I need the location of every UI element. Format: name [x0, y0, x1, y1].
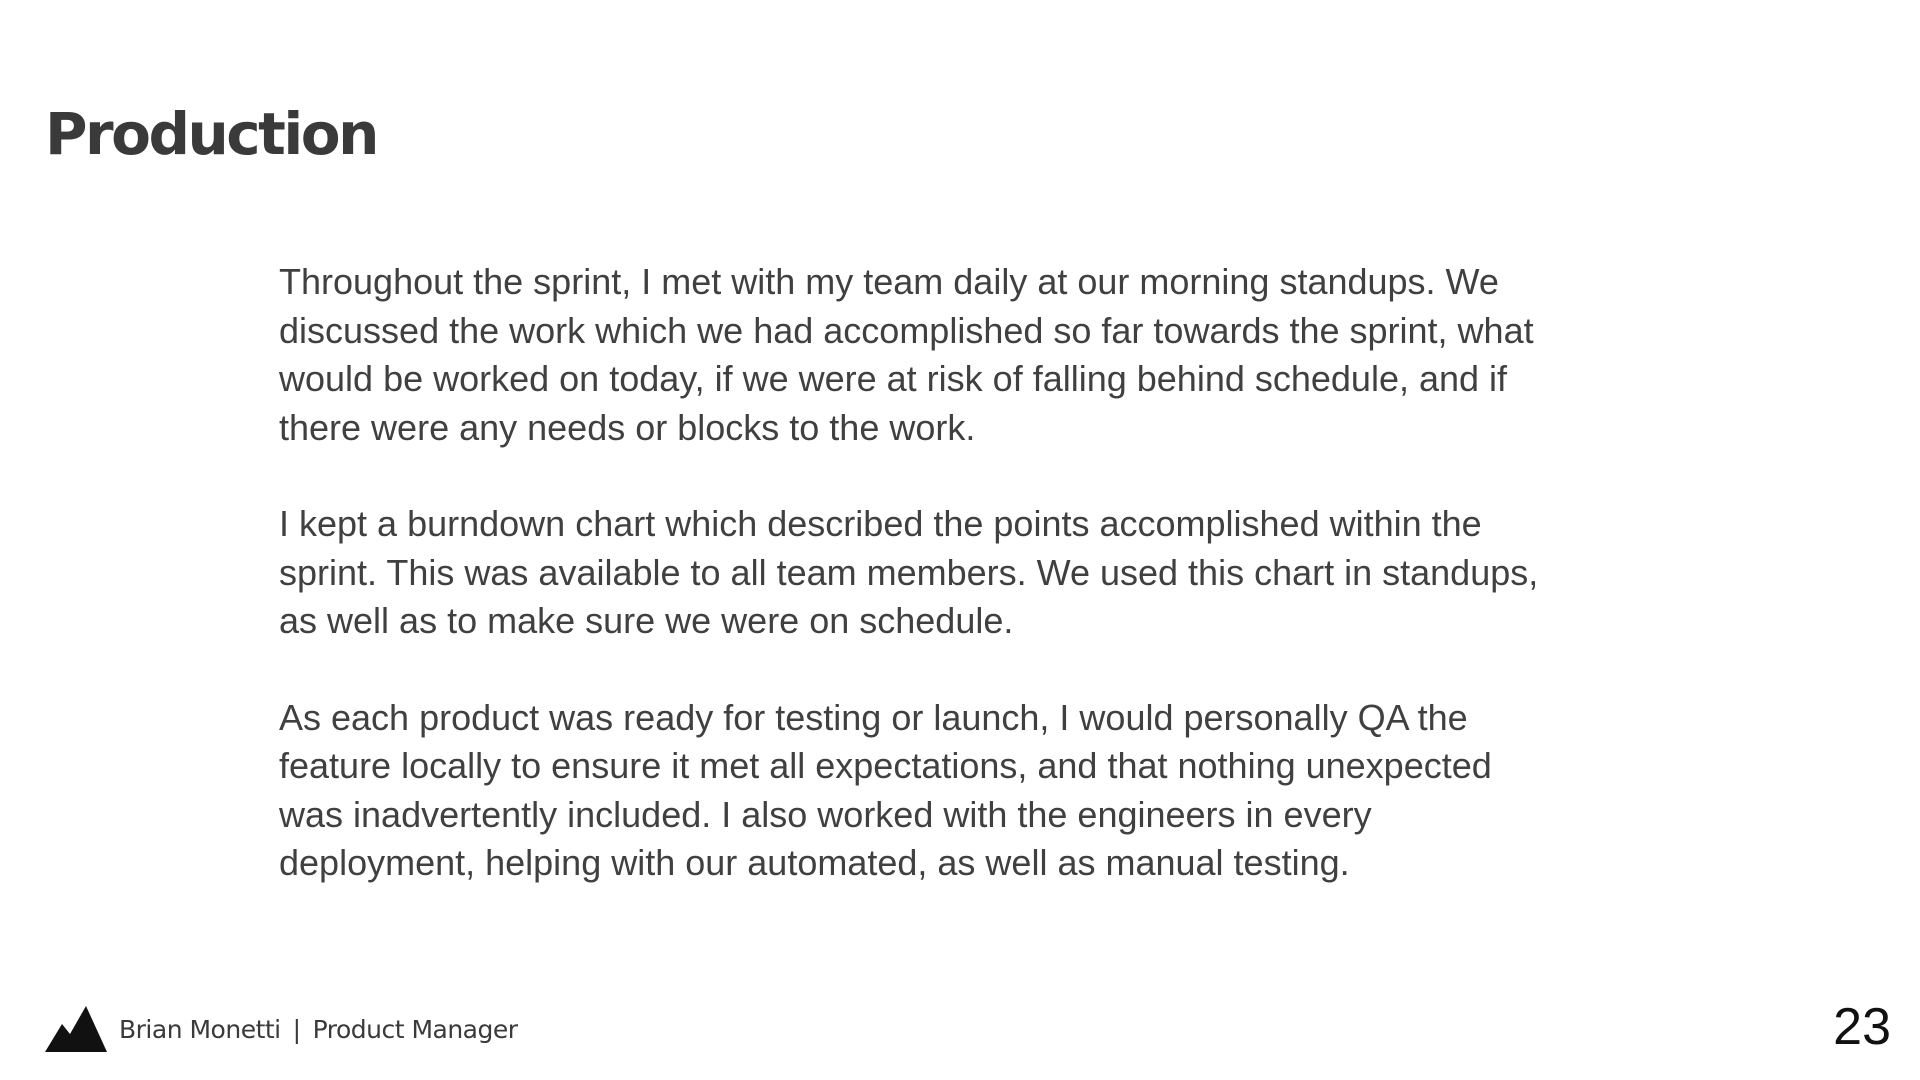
footer-separator: |: [292, 1014, 301, 1044]
author-role: Product Manager: [312, 1014, 518, 1044]
paragraph-qa-testing: As each product was ready for testing or launch, I would personally QA the feature locally to ensure it met all expectations, and that nothing unexpected was inadvertently included. I also worked with the engineers in every deployment, helping with our automated, as well as manual testing.: [279, 696, 1492, 883]
paragraph-burndown: I kept a burndown chart which described the points accomplished within the sprint. This was available to all team members. We used this chart in standups, as well as to make sure we were on schedule.: [279, 503, 1539, 641]
page-number: 23: [1833, 998, 1891, 1056]
mountains-icon: [45, 1006, 107, 1052]
footer: [45, 1006, 518, 1052]
author-name: Brian Monetti: [119, 1014, 281, 1044]
paragraph-standups: Throughout the sprint, I met with my team daily at our morning standups. We discussed the work which we had accomplished so far towards the sprint, what would be worked on today, if we were at risk of falling behind schedule, and if there were any needs or blocks to the work.: [279, 261, 1534, 448]
slide-body: [279, 258, 1679, 936]
footer-credit: [119, 1015, 518, 1044]
slide-title: Production: [45, 100, 377, 168]
